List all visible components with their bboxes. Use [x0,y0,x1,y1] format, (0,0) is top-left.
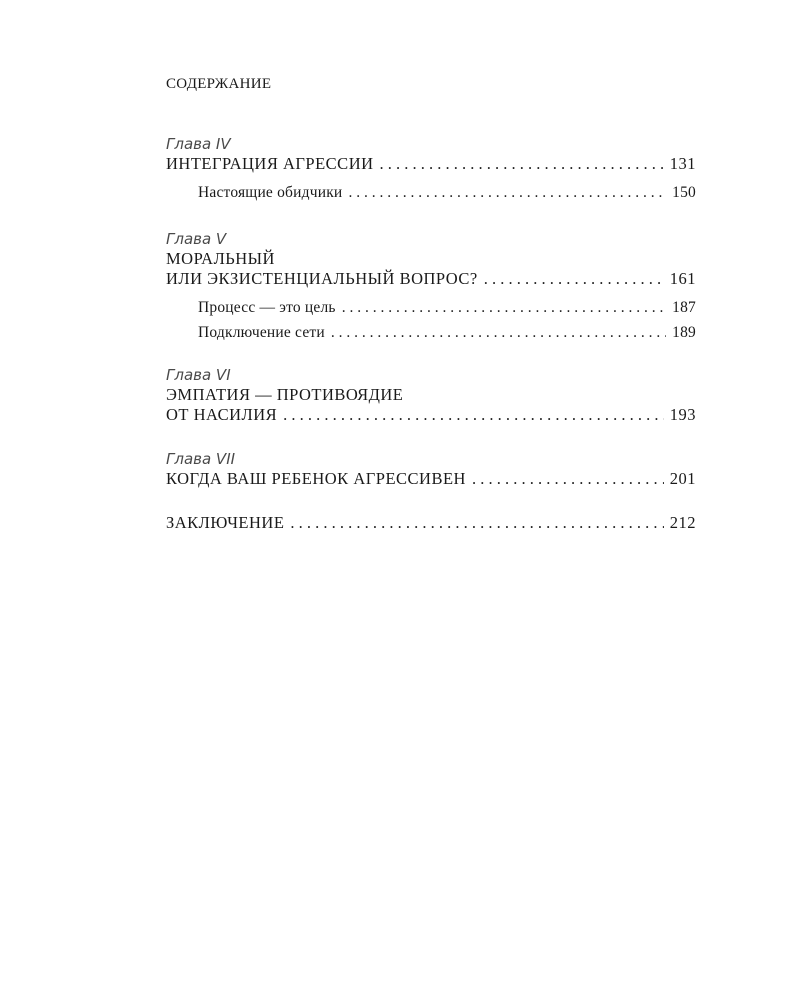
dot-leader [472,469,664,489]
subentry-title: Процесс — это цель [198,299,336,316]
dot-leader [348,180,666,205]
subentry-page: 187 [672,299,696,316]
entry-page: 201 [669,469,696,488]
toc-subentry[interactable] [166,295,696,320]
entry-page: 131 [669,154,696,173]
toc-subentry[interactable] [166,180,696,205]
chapter-label: Глава VI [166,366,231,384]
toc-entry-chapter-6[interactable] [166,405,696,425]
entry-page: 161 [669,269,696,288]
subentry-page: 150 [672,184,696,201]
chapter-6 [166,365,696,425]
chapter-4 [166,134,696,205]
subentry-title: Подключение сети [198,324,325,341]
dot-leader [283,405,664,425]
dot-leader [380,154,664,174]
dot-leader [331,320,666,345]
chapter-7 [166,449,696,489]
entry-title: КОГДА ВАШ РЕБЕНОК АГРЕССИВЕН [166,469,466,488]
dot-leader [342,295,666,320]
chapter-label: Глава VII [166,450,236,468]
entry-title-line-1[interactable]: ЭМПАТИЯ — ПРОТИВОЯДИЕ [166,385,404,404]
chapter-5 [166,229,696,345]
subentry-title: Настоящие обидчики [198,184,343,201]
toc-subentry[interactable] [166,320,696,345]
toc-entry-chapter-7[interactable] [166,469,696,489]
entry-title-line-1[interactable]: МОРАЛЬНЫЙ [166,249,275,268]
entry-title: ИНТЕГРАЦИЯ АГРЕССИИ [166,154,374,173]
subentry-page: 189 [672,324,696,341]
entry-page: 212 [669,513,696,532]
table-of-contents [166,134,696,533]
entry-title: ЗАКЛЮЧЕНИЕ [166,513,285,532]
toc-entry-chapter-5[interactable] [166,269,696,289]
entry-title: ИЛИ ЭКЗИСТЕНЦИАЛЬНЫЙ ВОПРОС? [166,269,478,288]
toc-entry-chapter-4[interactable] [166,154,696,174]
chapter-label: Глава IV [166,135,231,153]
dot-leader [290,513,663,533]
chapter-label: Глава V [166,230,227,248]
toc-entry-conclusion[interactable] [166,513,696,533]
dot-leader [484,269,664,289]
entry-title: ОТ НАСИЛИЯ [166,405,278,424]
entry-page: 193 [669,405,696,424]
conclusion [166,513,696,533]
page-title: СОДЕРЖАНИЕ [166,76,272,92]
